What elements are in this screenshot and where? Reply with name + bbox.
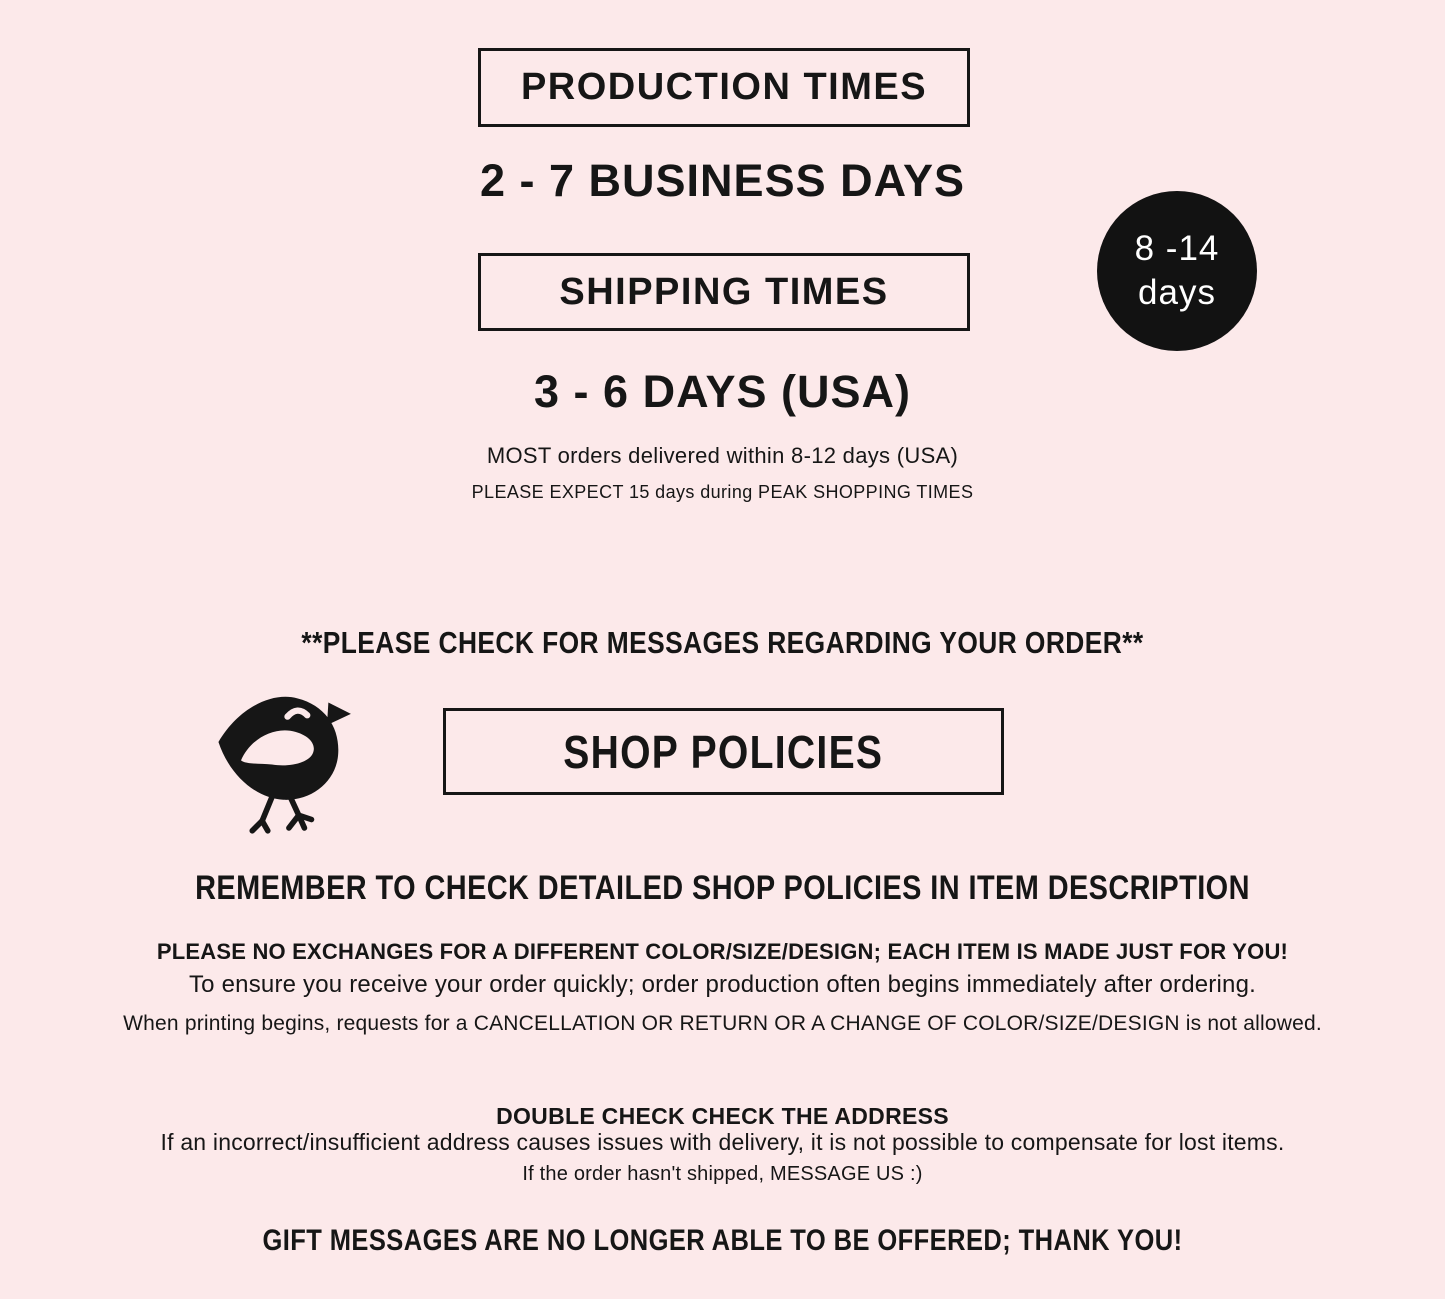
no-exchanges-rule: PLEASE NO EXCHANGES FOR A DIFFERENT COLOR/SIZE/DESIGN; EACH ITEM IS MADE JUST FOR YOU! — [156, 939, 1289, 964]
delivery-note: MOST orders delivered within 8-12 days (USA) — [486, 443, 959, 468]
shipping-days-badge — [1097, 191, 1257, 351]
shop-policies-box — [443, 708, 1004, 795]
production-duration: 2 - 7 BUSINESS DAYS — [480, 155, 965, 206]
shipping-times-box — [478, 253, 970, 331]
production-start-note: To ensure you receive your order quickly; order production often begins immediately after ordering. — [188, 971, 1256, 998]
production-times-box — [478, 48, 970, 127]
shipping-times-heading: SHIPPING TIMES — [559, 270, 889, 313]
shop-policies-heading: SHOP POLICIES — [563, 725, 884, 778]
address-note: If an incorrect/insufficient address causes issues with delivery, it is not possible to compensate for lost items. — [160, 1129, 1285, 1155]
peak-shopping-note: PLEASE EXPECT 15 days during PEAK SHOPPING TIMES — [471, 482, 974, 502]
cancellation-note: When printing begins, requests for a CANCELLATION OR RETURN OR A CHANGE OF COLOR/SIZE/DESIGN is not allowed. — [123, 1012, 1322, 1035]
production-times-heading: PRODUCTION TIMES — [520, 66, 928, 108]
gift-messages-note: GIFT MESSAGES ARE NO LONGER ABLE TO BE OFFERED; THANK YOU! — [262, 1224, 1183, 1257]
address-heading: DOUBLE CHECK CHECK THE ADDRESS — [496, 1103, 949, 1129]
badge-unit: days — [1138, 273, 1216, 312]
shipping-duration: 3 - 6 DAYS (USA) — [534, 366, 911, 417]
bird-icon — [210, 680, 365, 835]
badge-range: 8 -14 — [1134, 229, 1220, 268]
policies-reminder: REMEMBER TO CHECK DETAILED SHOP POLICIES IN ITEM DESCRIPTION — [195, 869, 1250, 907]
check-messages-notice: **PLEASE CHECK FOR MESSAGES REGARDING YOUR ORDER** — [301, 625, 1144, 660]
address-followup: If the order hasn't shipped, MESSAGE US :) — [522, 1163, 923, 1185]
